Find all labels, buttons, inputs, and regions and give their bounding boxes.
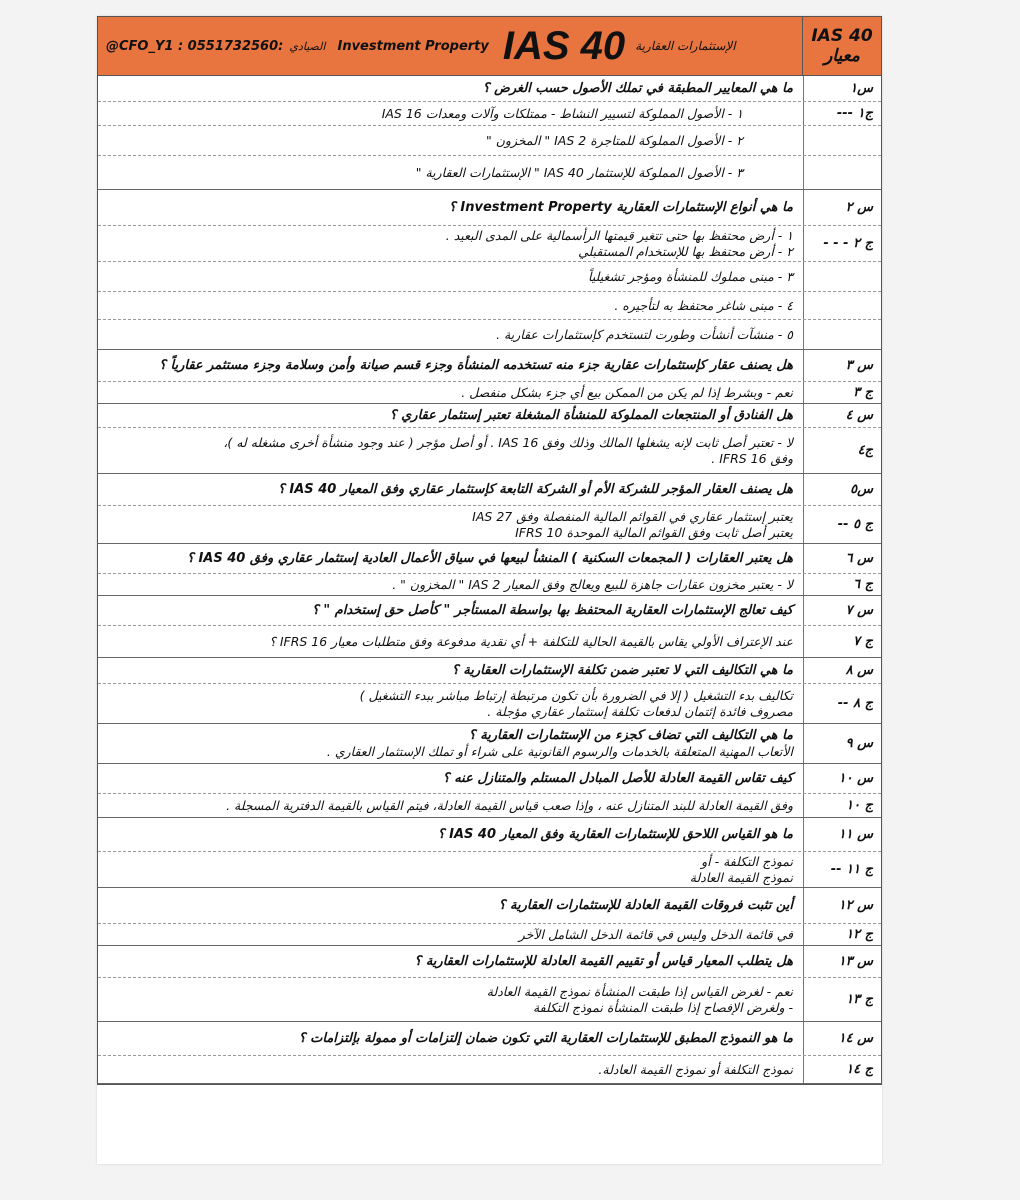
title-banner (98, 17, 881, 76)
row-label: ج ٦ (803, 574, 881, 595)
answer-row (98, 292, 881, 320)
answer-row (98, 626, 881, 658)
topic-arabic: الإستثمارات العقارية (635, 39, 736, 53)
text-line: لا - يعتبر مخزون عقارات جاهزة للبيع ويعالج وفق المعيار IAS 2 " المخزون " . (392, 576, 793, 592)
answer-text (98, 1056, 803, 1083)
text-line: عند الإعتراف الأولي يقاس بالقيمة الحالية للتكلفة + أي نقدية مدفوعة وفق متطلبات معيار IFRS 16 ؟ (269, 633, 793, 649)
question-text (98, 818, 803, 851)
row-label: س٥ (803, 474, 881, 505)
answer-row (98, 428, 881, 474)
text-line: ٥ - منشآت أنشأت وطورت لتستخدم كإستثمارات عقارية . (496, 326, 793, 342)
text-line: يعتبر إستثمار عقاري في القوائم المالية المنفصلة وفق IAS 27 (472, 508, 793, 524)
row-label: ج ٣ (803, 382, 881, 403)
author-handle: @CFO_Y1 : 0551732560: (106, 38, 284, 54)
question-text (98, 404, 803, 427)
text-line: - ولغرض الإفصاح إذا طبقت المنشأة نموذج التكلفة (532, 999, 793, 1015)
text-line: ما هو النموذج المطبق للإستثمارات العقارية التي تكون ضمان إلتزامات أو ممولة بإلتزامات ؟ (298, 1030, 793, 1046)
standard-label-code: IAS 40 (811, 26, 873, 46)
row-label: س ١٠ (803, 764, 881, 793)
standard-title: IAS 40 (502, 23, 626, 68)
answer-row (98, 126, 881, 156)
title-bar (98, 17, 802, 75)
text-line: ١ - الأصول المملوكة لتسيير النشاط - ممتلكات وآلات ومعدات IAS 16 (381, 105, 743, 121)
row-label: س ٦ (803, 544, 881, 573)
answer-text (98, 292, 803, 319)
text-line: ٣ - الأصول المملوكة للإستثمار IAS 40 " الإستثمارات العقارية " (415, 164, 743, 180)
question-row (98, 658, 881, 684)
text-line: ٢ - الأصول المملوكة للمتاجرة IAS 2 " المخزون " (486, 132, 743, 148)
text-line: نموذج التكلفة أو نموذج القيمة العادلة. (598, 1061, 793, 1077)
question-row (98, 544, 881, 574)
author-name: الصيادي (289, 39, 326, 53)
row-label: س ٧ (803, 596, 881, 625)
row-label: س ٤ (803, 404, 881, 427)
answer-row (98, 794, 881, 818)
question-text (98, 474, 803, 505)
answer-text (98, 102, 803, 125)
text-line: هل يتطلب المعيار قياس أو تقييم القيمة العادلة للإستثمارات العقارية ؟ (414, 953, 793, 969)
row-label (803, 156, 881, 189)
question-text (98, 350, 803, 381)
text-line: وفق IFRS 16 . (711, 450, 793, 466)
answer-row (98, 852, 881, 888)
topic-english: Investment Property (337, 38, 489, 54)
answer-row (98, 226, 881, 262)
text-line: نموذج القيمة العادلة (689, 869, 793, 885)
row-label: س ١٣ (803, 946, 881, 977)
answer-row (98, 1056, 881, 1084)
question-row (98, 724, 881, 764)
answer-row (98, 262, 881, 292)
text-line: ١ - أرض محتفظ بها حتى تتغير قيمتها الرأسمالية على المدى البعيد . (445, 227, 793, 243)
answer-text (98, 428, 803, 473)
question-row (98, 1022, 881, 1056)
text-line: ما هي المعايير المطبقة في تملك الأصول حسب الغرض ؟ (482, 80, 793, 96)
text-line: كيف تعالج الإستثمارات العقارية المحتفظ بها بواسطة المستأجر " كأصل حق إستخدام " ؟ (311, 602, 793, 618)
question-text (98, 764, 803, 793)
text-line: ما هي التكاليف التي لا تعتبر ضمن تكلفة الإستثمارات العقارية ؟ (451, 662, 793, 678)
text-line: وفق القيمة العادلة للبند المتنازل عنه ، وإذا صعب قياس القيمة العادلة، فيتم القياس بالقيمة الدفترية المسجلة . (226, 797, 793, 813)
question-text (98, 190, 803, 225)
answer-text (98, 574, 803, 595)
text-line: نعم - وبشرط إذا لم يكن من الممكن بيع أي جزء بشكل منفصل . (461, 384, 793, 400)
text-line: نموذج التكلفة - أو (701, 853, 793, 869)
question-row (98, 818, 881, 852)
text-line: هل يصنف العقار المؤجر للشركة الأم أو الشركة التابعة كإستثمار عقاري وفق المعيار IAS 40 ؟ (277, 481, 793, 497)
text-line: هل يعتبر العقارات ( المجمعات السكنية ) المنشأ لبيعها في سياق الأعمال العادية إستثمار عقاري وفق IAS 40 ؟ (187, 550, 793, 566)
text-line: يعتبر أصل ثابت وفق القوائم المالية الموحدة IFRS 10 (515, 524, 793, 540)
question-row (98, 474, 881, 506)
row-label: ج ٨ -- (803, 684, 881, 723)
answer-text (98, 382, 803, 403)
text-line: الأتعاب المهنية المتعلقة بالخدمات والرسوم القانونية على شراء أو تملك الإستثمار العقاري . (326, 743, 793, 759)
question-row (98, 888, 881, 924)
text-line: ٣ - مبنى مملوك للمنشأة ومؤجر تشغيلياً (588, 268, 793, 284)
answer-text (98, 684, 803, 723)
row-label: ج ١١ -- (803, 852, 881, 887)
question-row (98, 946, 881, 978)
question-row (98, 764, 881, 794)
row-label: ج ١٤ (803, 1056, 881, 1083)
text-line: ما هي أنواع الإستثمارات العقارية Investment Property ؟ (448, 199, 793, 215)
row-label: ج١ --- (803, 102, 881, 125)
answer-row (98, 978, 881, 1022)
answer-row (98, 506, 881, 544)
row-label: ج ٢ - - - (803, 226, 881, 261)
row-label: س ٣ (803, 350, 881, 381)
answer-text (98, 924, 803, 945)
text-line: تكاليف بدء التشغيل ( إلا في الضرورة بأن تكون مرتبطة إرتباط مباشر ببدء التشغيل ) (359, 687, 793, 703)
question-row (98, 404, 881, 428)
row-label: س ١٤ (803, 1022, 881, 1055)
answer-text (98, 626, 803, 657)
answer-text (98, 794, 803, 817)
row-label: ج ٥ -- (803, 506, 881, 543)
row-label (803, 262, 881, 291)
text-line: ما هو القياس اللاحق للإستثمارات العقارية وفق المعيار IAS 40 ؟ (437, 826, 793, 842)
text-line: هل الفنادق أو المنتجعات المملوكة للمنشأة المشغلة تعتبر إستثمار عقاري ؟ (389, 407, 793, 423)
text-line: نعم - لغرض القياس إذا طبقت المنشأة نموذج القيمة العادلة (486, 983, 793, 999)
row-label: ج ١٠ (803, 794, 881, 817)
question-text (98, 724, 803, 763)
text-line: كيف تقاس القيمة العادلة للأصل المبادل المستلم والمتنازل عنه ؟ (442, 770, 793, 786)
text-line: في قائمة الدخل وليس في قائمة الدخل الشامل الآخر (518, 926, 793, 942)
question-text (98, 1022, 803, 1055)
answer-row (98, 382, 881, 404)
text-line: ٤ - مبنى شاغر محتفظ به لتأجيره . (614, 297, 793, 313)
row-label (803, 320, 881, 349)
text-line: مصروف فائدة إئتمان لدفعات تكلفة إستثمار عقاري مؤجلة . (487, 703, 793, 719)
question-text (98, 544, 803, 573)
text-line: هل يصنف عقار كإستثمارات عقارية جزء منه تستخدمه المنشأة وجزء قسم صيانة وأمن وسلامة وجزء مستثمر عقارياً ؟ (159, 357, 793, 373)
answer-text (98, 506, 803, 543)
answer-row (98, 320, 881, 350)
question-text (98, 888, 803, 923)
question-text (98, 76, 803, 101)
row-label: س١ (803, 76, 881, 101)
answer-text (98, 226, 803, 261)
answer-text (98, 320, 803, 349)
answer-row (98, 574, 881, 596)
question-row (98, 350, 881, 382)
row-label: س ٩ (803, 724, 881, 763)
question-row (98, 76, 881, 102)
answer-text (98, 262, 803, 291)
question-row (98, 190, 881, 226)
question-row (98, 596, 881, 626)
answer-row (98, 924, 881, 946)
answer-row (98, 156, 881, 190)
standard-label-word: معيار (824, 46, 860, 66)
answer-text (98, 978, 803, 1021)
answer-text (98, 126, 803, 155)
text-line: أين تثبت فروقات القيمة العادلة للإستثمارات العقارية ؟ (498, 897, 793, 913)
question-text (98, 658, 803, 683)
row-label: س ١٢ (803, 888, 881, 923)
question-text (98, 596, 803, 625)
row-label: ج ١٢ (803, 924, 881, 945)
answer-row (98, 684, 881, 724)
row-label (803, 292, 881, 319)
row-label: ج ٧ (803, 626, 881, 657)
row-label: س ٨ (803, 658, 881, 683)
row-label: ج٤ (803, 428, 881, 473)
answer-text (98, 156, 803, 189)
standard-label-cell (802, 17, 881, 75)
row-label: ج ١٣ (803, 978, 881, 1021)
answer-row (98, 102, 881, 126)
question-text (98, 946, 803, 977)
text-line: ٢ - أرض محتفظ بها للإستخدام المستقبلي (578, 243, 793, 259)
qa-table (97, 16, 882, 1085)
answer-text (98, 852, 803, 887)
row-label: س ٢ (803, 190, 881, 225)
qa-rows (98, 76, 881, 1084)
text-line: ما هي التكاليف التي تضاف كجزء من الإستثمارات العقارية ؟ (468, 727, 793, 743)
row-label (803, 126, 881, 155)
row-label: س ١١ (803, 818, 881, 851)
text-line: لا - تعتبر أصل ثابت لإنه يشغلها المالك وذلك وفق IAS 16 . أو أصل مؤجر ( عند وجود منشأة أخرى مشغله له )، (223, 434, 793, 450)
